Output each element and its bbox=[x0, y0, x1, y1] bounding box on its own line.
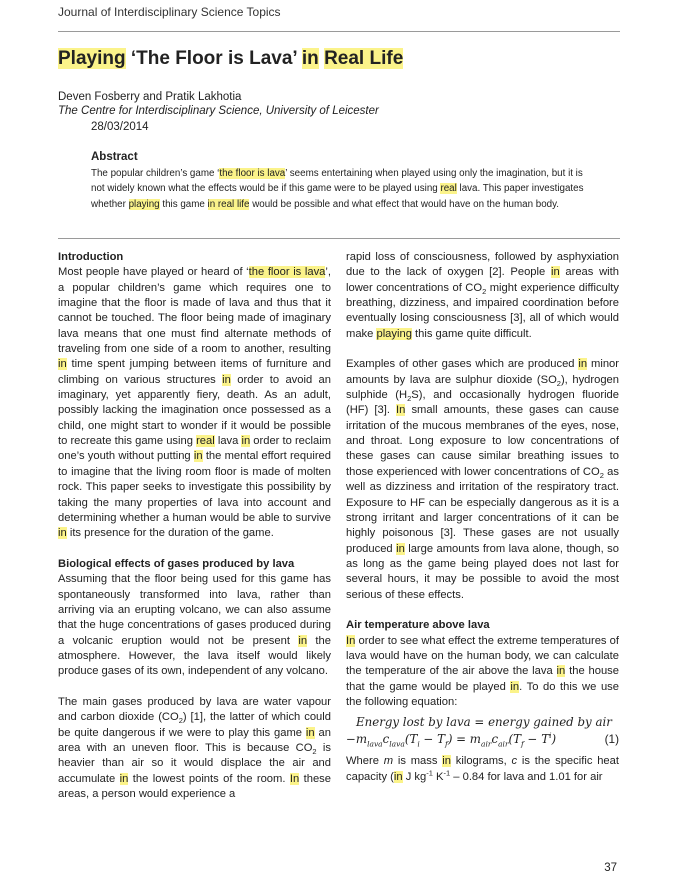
title-highlight: Real Life bbox=[324, 48, 404, 69]
superscript: -1 bbox=[443, 767, 451, 777]
abstract-heading: Abstract bbox=[91, 151, 138, 163]
text-run: the mental effort required to imagine that the living room floor is made of molten rock. This paper seeks to investigate this possibility by taking the many properties of lava into account and determining whether a human would be able to survive bbox=[58, 450, 331, 524]
eq-term: − T bbox=[523, 732, 550, 747]
subscript: 2 bbox=[312, 747, 317, 757]
authors: Deven Fosberry and Pratik Lakhotia bbox=[58, 91, 242, 103]
eq-sub: lava bbox=[389, 739, 405, 749]
highlight-run: In bbox=[346, 634, 356, 647]
text-run: the atmosphere. However, the lava itself would likely produce gases of its own, independent of any volcano. bbox=[58, 634, 331, 678]
text-run: is the specific heat capacity ( bbox=[346, 755, 619, 783]
text-run: areas with lower concentrations of CO bbox=[346, 266, 619, 294]
eq-sub: f bbox=[445, 739, 448, 749]
highlight-run: in bbox=[578, 358, 588, 371]
subscript: 2 bbox=[407, 394, 412, 404]
highlight-run: in bbox=[442, 755, 451, 768]
highlight-run: in bbox=[396, 542, 405, 555]
highlight-run: playing bbox=[376, 327, 412, 340]
equation-line-2 bbox=[346, 731, 619, 748]
highlight-run: the floor is lava bbox=[248, 266, 326, 279]
text-run: lava. This paper investigates whether bbox=[91, 183, 584, 210]
text-run: order to reclaim one’s youth without putting bbox=[58, 435, 332, 463]
text-run: ’ seems entertaining when played using only the imagination, but it is not widely known what the effects would be if this game were to be played using bbox=[91, 168, 583, 195]
highlight-run: playing bbox=[128, 198, 160, 210]
equation-number: (1) bbox=[604, 732, 619, 747]
text-run: ) [1], the latter of which could be quite dangerous if we were to play this game bbox=[58, 711, 331, 739]
text-run: kilograms, bbox=[450, 755, 512, 768]
text-run: minor amounts by lava are sulphur dioxide (SO bbox=[346, 358, 619, 386]
introduction-heading: Introduction bbox=[58, 251, 124, 263]
eq-term: ) bbox=[551, 732, 557, 747]
highlight-run: the floor is lava bbox=[219, 168, 286, 179]
eq-sub: f bbox=[521, 739, 524, 749]
highlight-run: in bbox=[510, 680, 520, 693]
right-paragraph-3 bbox=[346, 634, 619, 711]
italic-run: m bbox=[383, 755, 394, 768]
subscript: 2 bbox=[482, 286, 487, 296]
text-run: large amounts from lava alone, though, so as long as the game being played does not last for several hours, it may be possible to avoid the most serious of these effects. bbox=[346, 542, 619, 601]
introduction-paragraph bbox=[58, 265, 331, 541]
title-text: ‘The Floor is Lava’ bbox=[125, 48, 302, 69]
text-run: – 0.84 for lava and 1.01 for air bbox=[450, 770, 603, 783]
text-run: order to see what effect the extreme temperatures of lava would have on the human body, we can calculate the temperature of the air above the lava bbox=[346, 634, 619, 678]
subscript: 2 bbox=[178, 716, 183, 726]
right-paragraph-4 bbox=[346, 754, 619, 785]
biological-paragraph-1 bbox=[58, 572, 331, 679]
right-paragraph-1 bbox=[346, 250, 619, 342]
text-run: is mass bbox=[393, 755, 443, 768]
superscript: -1 bbox=[426, 767, 433, 777]
highlight-run: real bbox=[440, 183, 457, 195]
text-run: the house that the game would be played bbox=[346, 665, 619, 693]
eq-sub: air bbox=[481, 739, 492, 749]
header-rule bbox=[58, 31, 620, 32]
highlight-run: in bbox=[305, 726, 315, 739]
text-run: The popular children’s game ‘ bbox=[91, 168, 220, 179]
equation-line-1: Energy lost by lava = energy gained by air bbox=[356, 715, 612, 730]
eq-sup: i bbox=[549, 731, 552, 741]
text-run: this game quite difficult. bbox=[411, 327, 532, 340]
highlight-run: in bbox=[556, 665, 566, 678]
title-highlight: in bbox=[301, 48, 319, 69]
biological-effects-heading: Biological effects of gases produced by lava bbox=[58, 557, 295, 570]
text-run: might experience difficulty breathing, dizziness, and impaired coordination before eventually losing consciousness [3], all of which would make bbox=[346, 281, 620, 340]
right-paragraph-2 bbox=[346, 357, 619, 603]
text-run: is heavier than air so it would displace the air and accumulate bbox=[58, 742, 332, 785]
text-run: rapid loss of consciousness, followed by asphyxiation due to the lack of oxygen [2]. People bbox=[346, 251, 619, 279]
abstract-rule bbox=[58, 238, 620, 239]
text-run: ), hydrogen sulphide (H bbox=[346, 373, 619, 402]
highlight-run: in bbox=[222, 373, 231, 386]
text-run: its presence for the duration of the game. bbox=[66, 527, 274, 540]
publication-date: 28/03/2014 bbox=[91, 121, 149, 133]
right-column bbox=[346, 250, 619, 785]
text-run: The main gases produced by lava are water vapour and carbon dioxide (CO bbox=[58, 695, 331, 724]
text-run: Examples of other gases which are produced bbox=[346, 358, 579, 371]
highlight-run: in bbox=[241, 435, 251, 448]
text-run: as well as dizziness and irritation of the respiratory tract. Exposure to HF can be especially dangerous as it is a strong irritant and larger concentrations of it can be highly poisonous [3]. These gases are not usually produced bbox=[346, 465, 619, 555]
text-run: . To do this we use the following equation: bbox=[346, 680, 619, 708]
text-run: S), and occasionally hydrogen fluoride (HF) [3]. bbox=[346, 389, 619, 417]
subscript: 2 bbox=[556, 378, 561, 388]
eq-term: −m bbox=[346, 732, 368, 747]
eq-sub: i bbox=[417, 739, 420, 749]
text-run: would be possible and what effect that would have on the human body. bbox=[249, 198, 560, 210]
article-title bbox=[58, 48, 403, 70]
highlight-run: In bbox=[396, 404, 406, 417]
eq-term: c bbox=[382, 732, 390, 747]
text-run: order to avoid an imaginary, yet apparently fiery, death. As an adult, possibly lacking the imagination once possessed as a child, one might start to wonder if it would be possible to recreate this game using bbox=[58, 373, 331, 448]
eq-term: (T bbox=[508, 732, 522, 747]
highlight-run: In bbox=[289, 772, 300, 785]
journal-name: Journal of Interdisciplinary Science Topics bbox=[58, 5, 281, 19]
text-run: the lowest points of the room. bbox=[128, 772, 290, 785]
text-run: J kg bbox=[402, 770, 427, 783]
text-run: lava bbox=[214, 435, 242, 448]
text-run: these areas, a person would experience a bbox=[58, 772, 332, 801]
page-number: 37 bbox=[604, 862, 617, 874]
text-run: this game bbox=[159, 198, 208, 210]
equation-1 bbox=[346, 714, 619, 748]
air-temperature-heading: Air temperature above lava bbox=[346, 619, 490, 632]
highlight-run: in bbox=[298, 634, 308, 647]
eq-sub: air bbox=[498, 739, 509, 749]
left-column bbox=[58, 250, 331, 802]
italic-run: c bbox=[511, 755, 518, 768]
eq-term: ) = m bbox=[447, 732, 481, 747]
highlight-run: in bbox=[550, 266, 560, 279]
abstract-body bbox=[91, 166, 589, 212]
text-run: time spent jumping between items of furniture and climbing on various structures bbox=[58, 358, 331, 386]
highlight-run: in bbox=[58, 527, 67, 540]
eq-sub: lava bbox=[367, 739, 383, 749]
highlight-run: in bbox=[119, 772, 129, 785]
text-run: an area with an uneven floor. This is because CO bbox=[58, 726, 331, 754]
text-run: K bbox=[432, 770, 444, 783]
eq-term: − T bbox=[419, 732, 446, 747]
eq-term: (T bbox=[404, 732, 418, 747]
highlight-run: in bbox=[58, 358, 67, 371]
eq-term: c bbox=[491, 732, 499, 747]
highlight-run: in bbox=[193, 450, 203, 463]
affiliation: The Centre for Interdisciplinary Science, University of Leicester bbox=[58, 105, 379, 117]
title-highlight: Playing bbox=[58, 48, 126, 69]
text-run: Most people have played or heard of ‘ bbox=[58, 266, 249, 279]
biological-paragraph-2 bbox=[58, 695, 331, 802]
subscript: 2 bbox=[599, 471, 604, 481]
text-run: ’, a popular children’s game which requires one to imagine that the floor is made of lava and thus that it cannot be touched. The floor being made of imaginary lava means that one must find alternate methods of traveling from one side of a room to another, resulting bbox=[58, 266, 331, 356]
text-run: Where bbox=[346, 755, 384, 768]
highlight-run: in bbox=[393, 770, 403, 783]
text-run: Assuming that the floor being used for this game has spontaneously transformed into lava, rather than arriving via an erupting volcano, we can also assume that the huge concentrations of gases produced during a volcanic eruption would not be present bbox=[58, 573, 331, 647]
highlight-run: in real life bbox=[207, 198, 250, 210]
highlight-run: real bbox=[196, 435, 215, 448]
text-run: small amounts, these gases can cause irritation of the mucous membranes of the eyes, nose, and throat. Long exposure to low concentrations of these gases can cause similar breathing issues to those experienced with lower concentrations of CO bbox=[346, 404, 619, 478]
